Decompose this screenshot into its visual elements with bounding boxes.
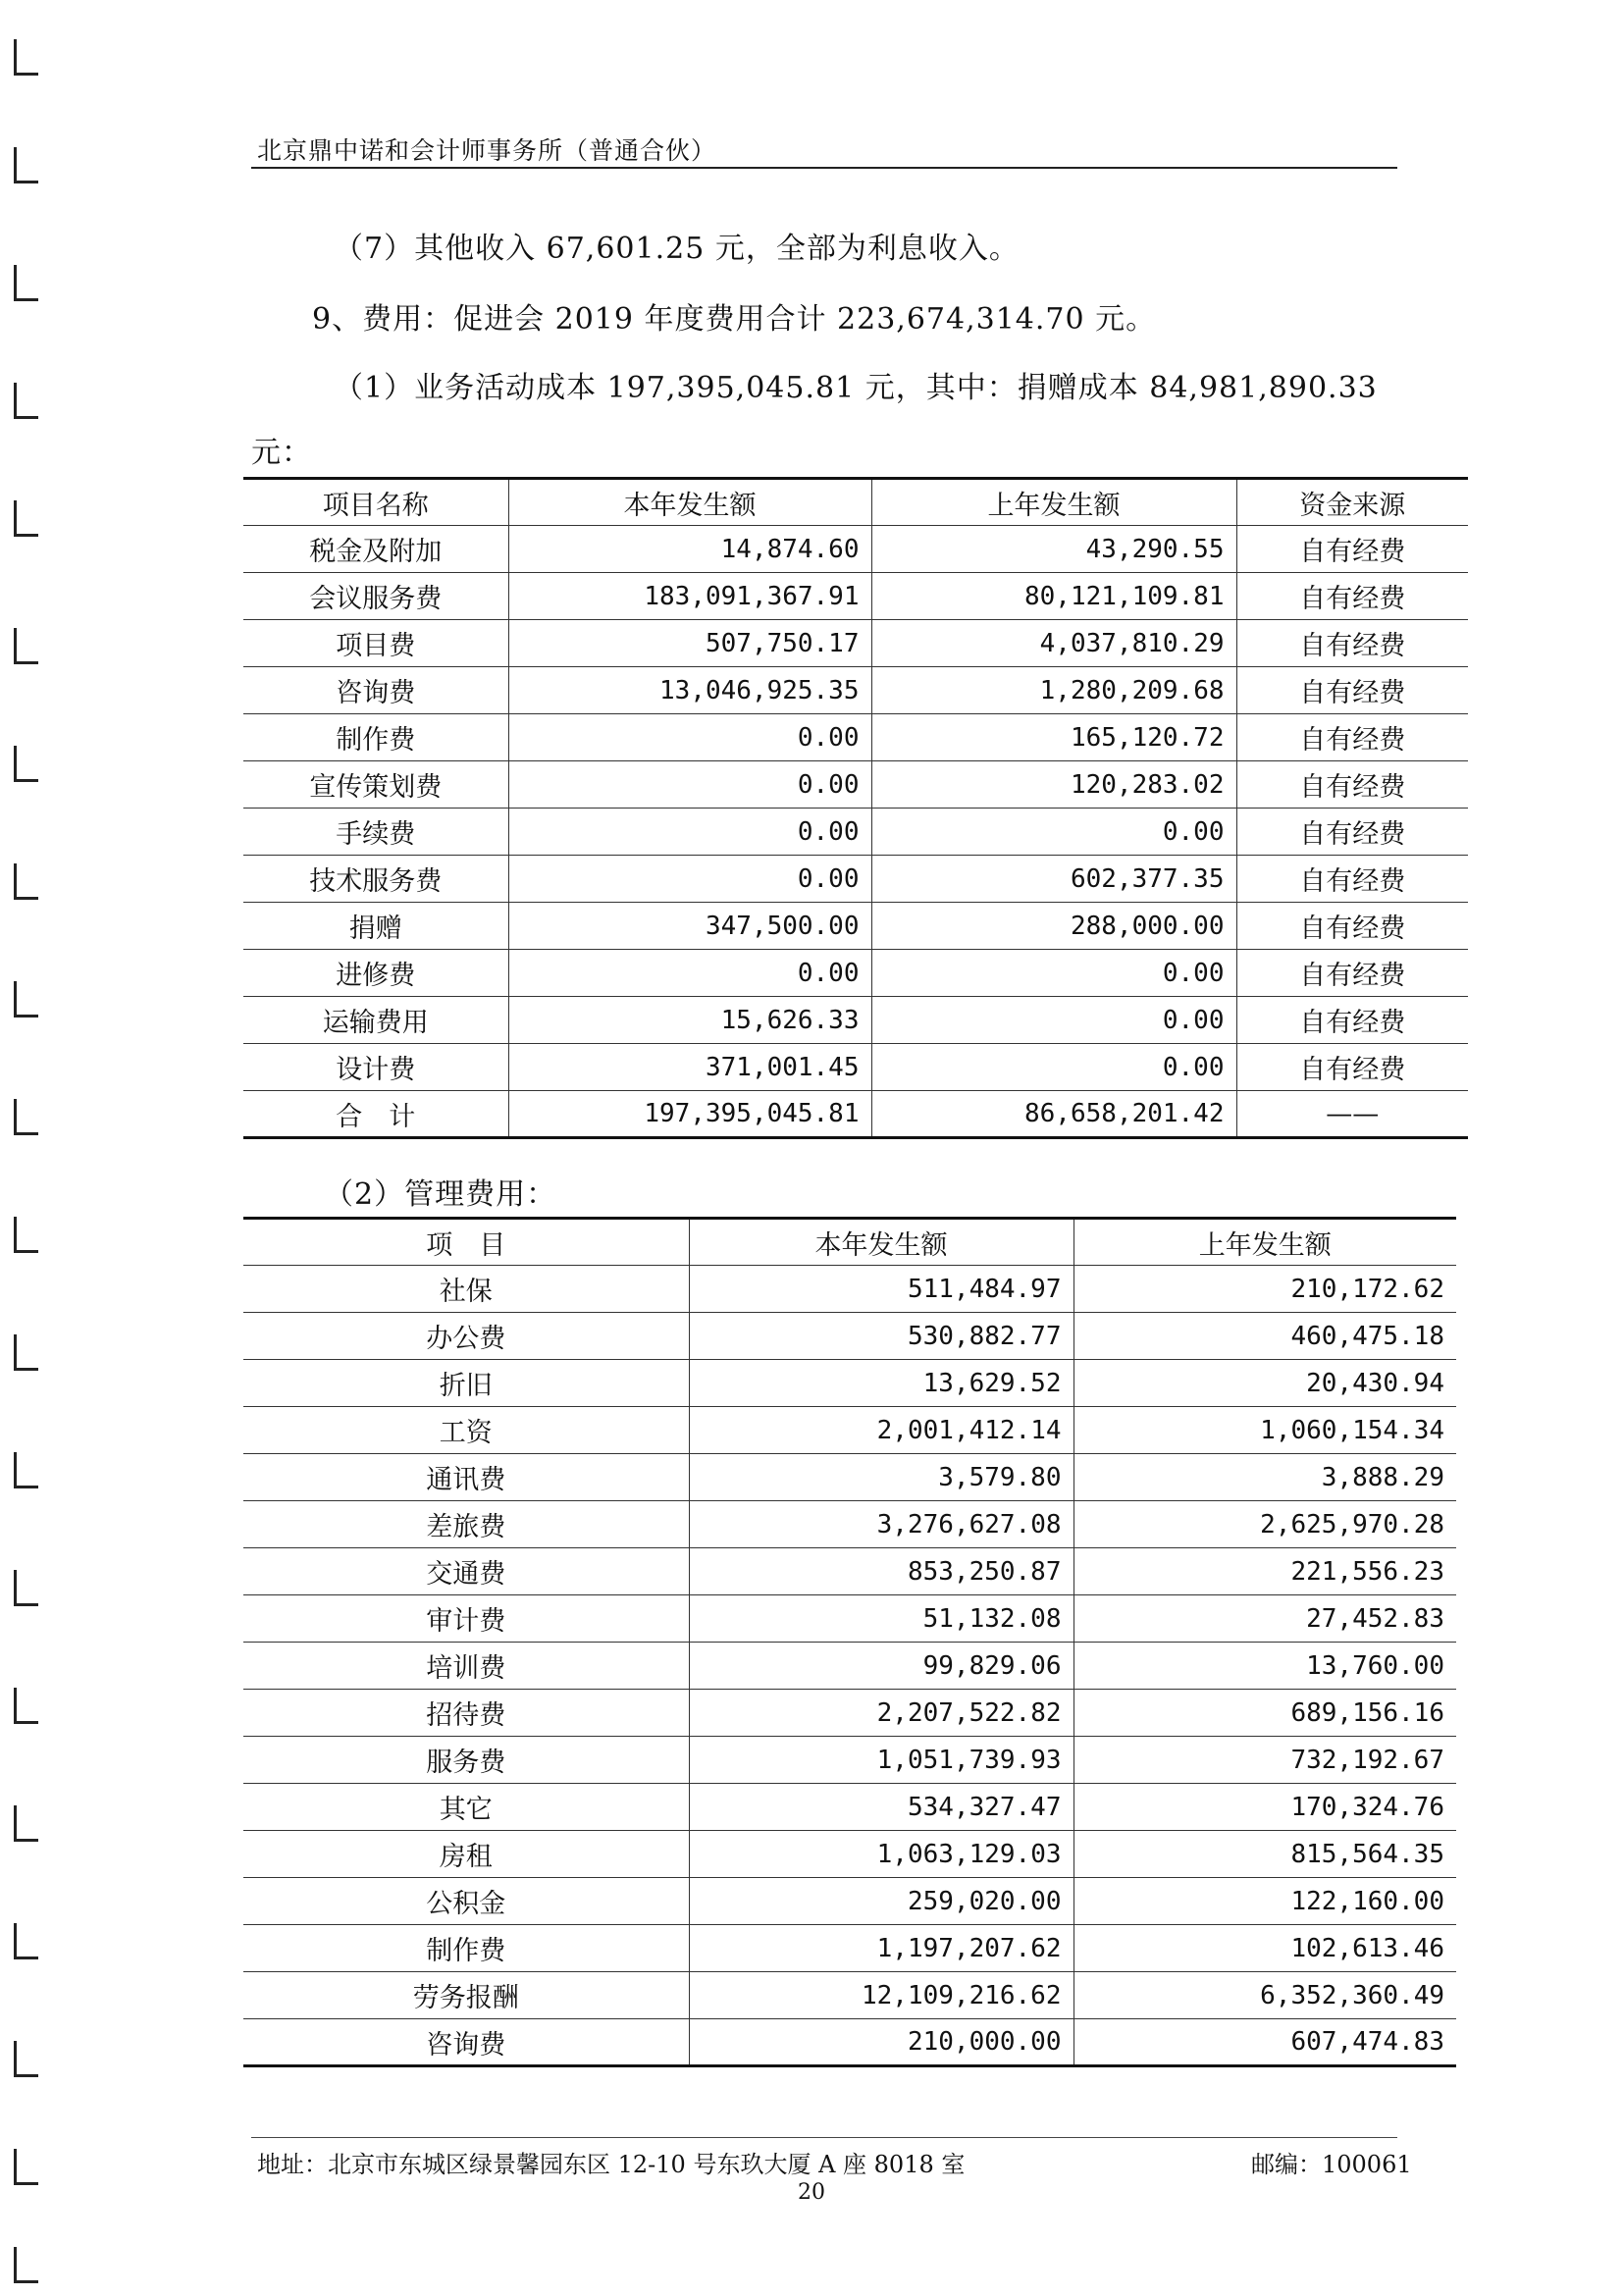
table-cell: 自有经费	[1236, 667, 1468, 714]
table-cell: 自有经费	[1236, 714, 1468, 761]
table-cell: 公积金	[243, 1878, 689, 1925]
table-cell: 0.00	[871, 1044, 1236, 1091]
binding-mark	[14, 383, 38, 419]
table-cell: 招待费	[243, 1690, 689, 1737]
table-row	[243, 1501, 1456, 1548]
binding-mark	[14, 1334, 38, 1371]
binding-mark	[14, 2247, 38, 2283]
paragraph-activity-cost-cont: 元：	[251, 436, 312, 470]
table-cell: 259,020.00	[689, 1878, 1073, 1925]
table-row	[243, 1595, 1456, 1643]
table-cell: 288,000.00	[871, 903, 1236, 950]
table-cell: 工资	[243, 1407, 689, 1454]
table-header-row	[243, 479, 1468, 526]
table-row	[243, 1972, 1456, 2019]
table-row	[243, 1360, 1456, 1407]
paragraph-admin-expenses: （2）管理费用：	[324, 1177, 557, 1212]
table-row	[243, 1266, 1456, 1313]
table-cell: 530,882.77	[689, 1313, 1073, 1360]
binding-mark	[14, 1217, 38, 1253]
table-cell: 自有经费	[1236, 950, 1468, 997]
footer-zip: 邮编：100061	[1251, 2151, 1412, 2178]
table-cell: 183,091,367.91	[508, 573, 871, 620]
table-cell: 602,377.35	[871, 856, 1236, 903]
table-cell: 制作费	[243, 714, 508, 761]
table-row	[243, 2019, 1456, 2066]
table-row	[243, 526, 1468, 573]
table-row	[243, 950, 1468, 997]
table-cell: 其它	[243, 1784, 689, 1831]
table-row	[243, 1548, 1456, 1595]
table-cell: 自有经费	[1236, 903, 1468, 950]
table-cell: 0.00	[871, 809, 1236, 856]
table-cell: 自有经费	[1236, 809, 1468, 856]
table-row	[243, 620, 1468, 667]
table-cell: 51,132.08	[689, 1595, 1073, 1643]
table-cell: 自有经费	[1236, 761, 1468, 809]
activity-cost-table	[243, 477, 1468, 1139]
binding-mark	[14, 1688, 38, 1724]
firm-header: 北京鼎中诺和会计师事务所（普通合伙）	[257, 136, 717, 165]
paragraph-activity-cost: （1）业务活动成本 197,395,045.81 元，其中：捐赠成本 84,981,890.33	[334, 371, 1378, 405]
table-row	[243, 1784, 1456, 1831]
table-cell: 14,874.60	[508, 526, 871, 573]
table-cell: 3,579.80	[689, 1454, 1073, 1501]
table-cell: 511,484.97	[689, 1266, 1073, 1313]
table-cell: 咨询费	[243, 2019, 689, 2066]
table-cell: 27,452.83	[1073, 1595, 1456, 1643]
column-header: 资金来源	[1236, 479, 1468, 526]
table-cell: 210,172.62	[1073, 1266, 1456, 1313]
table-row	[243, 1313, 1456, 1360]
table-row	[243, 1737, 1456, 1784]
table-cell: 99,829.06	[689, 1643, 1073, 1690]
table-cell: 165,120.72	[871, 714, 1236, 761]
table-cell: 853,250.87	[689, 1548, 1073, 1595]
column-header: 上年发生额	[871, 479, 1236, 526]
table-row	[243, 1831, 1456, 1878]
table-cell: 交通费	[243, 1548, 689, 1595]
table-cell: 0.00	[871, 997, 1236, 1044]
table-cell: 制作费	[243, 1925, 689, 1972]
column-header: 本年发生额	[689, 1219, 1073, 1266]
table-cell: ——	[1236, 1091, 1468, 1138]
table-cell: 0.00	[508, 761, 871, 809]
table-cell: 宣传策划费	[243, 761, 508, 809]
table-cell: 项目费	[243, 620, 508, 667]
table-cell: 房租	[243, 1831, 689, 1878]
table-row	[243, 809, 1468, 856]
table-cell: 689,156.16	[1073, 1690, 1456, 1737]
table-row	[243, 1407, 1456, 1454]
binding-mark	[14, 863, 38, 900]
column-header: 项 目	[243, 1219, 689, 1266]
table-cell: 自有经费	[1236, 1044, 1468, 1091]
table-row	[243, 1690, 1456, 1737]
binding-mark	[14, 746, 38, 782]
table-cell: 0.00	[508, 856, 871, 903]
page-number: 20	[798, 2180, 825, 2205]
table-cell: 审计费	[243, 1595, 689, 1643]
table-cell: 运输费用	[243, 997, 508, 1044]
binding-margin	[0, 0, 59, 2296]
table-row	[243, 856, 1468, 903]
table-row	[243, 667, 1468, 714]
table-cell: 0.00	[508, 714, 871, 761]
binding-mark	[14, 1923, 38, 1959]
table-row	[243, 1925, 1456, 1972]
binding-mark	[14, 500, 38, 537]
table-cell: 1,060,154.34	[1073, 1407, 1456, 1454]
table-cell: 13,629.52	[689, 1360, 1073, 1407]
table-cell: 3,888.29	[1073, 1454, 1456, 1501]
table-cell: 1,197,207.62	[689, 1925, 1073, 1972]
table-cell: 122,160.00	[1073, 1878, 1456, 1925]
table-cell: 0.00	[508, 809, 871, 856]
table-cell: 捐赠	[243, 903, 508, 950]
column-header: 本年发生额	[508, 479, 871, 526]
table-row	[243, 1454, 1456, 1501]
table-cell: 1,280,209.68	[871, 667, 1236, 714]
binding-mark	[14, 1570, 38, 1606]
footer-address: 地址：北京市东城区绿景馨园东区 12-10 号东玖大厦 A 座 8018 室	[257, 2151, 966, 2178]
table-cell: 通讯费	[243, 1454, 689, 1501]
table-cell: 15,626.33	[508, 997, 871, 1044]
table-cell: 460,475.18	[1073, 1313, 1456, 1360]
table-cell: 43,290.55	[871, 526, 1236, 573]
table-row	[243, 1091, 1468, 1138]
table-row	[243, 714, 1468, 761]
table-cell: 6,352,360.49	[1073, 1972, 1456, 2019]
paragraph-expenses-total: 9、费用：促进会 2019 年度费用合计 223,674,314.70 元。	[312, 302, 1157, 337]
table-row	[243, 997, 1468, 1044]
table-cell: 221,556.23	[1073, 1548, 1456, 1595]
table-cell: 折旧	[243, 1360, 689, 1407]
table-cell: 税金及附加	[243, 526, 508, 573]
table-cell: 2,625,970.28	[1073, 1501, 1456, 1548]
table-cell: 732,192.67	[1073, 1737, 1456, 1784]
table-cell: 0.00	[871, 950, 1236, 997]
table-cell: 合 计	[243, 1091, 508, 1138]
table-cell: 371,001.45	[508, 1044, 871, 1091]
binding-mark	[14, 1452, 38, 1488]
table-cell: 自有经费	[1236, 526, 1468, 573]
table-row	[243, 1878, 1456, 1925]
table-cell: 197,395,045.81	[508, 1091, 871, 1138]
table-cell: 自有经费	[1236, 620, 1468, 667]
table-row	[243, 761, 1468, 809]
table-cell: 2,207,522.82	[689, 1690, 1073, 1737]
table-cell: 设计费	[243, 1044, 508, 1091]
table-cell: 3,276,627.08	[689, 1501, 1073, 1548]
table-header-row	[243, 1219, 1456, 1266]
table-cell: 咨询费	[243, 667, 508, 714]
table-cell: 手续费	[243, 809, 508, 856]
table-cell: 815,564.35	[1073, 1831, 1456, 1878]
table-cell: 12,109,216.62	[689, 1972, 1073, 2019]
binding-mark	[14, 2041, 38, 2077]
table-cell: 120,283.02	[871, 761, 1236, 809]
table-cell: 自有经费	[1236, 573, 1468, 620]
column-header: 项目名称	[243, 479, 508, 526]
table-cell: 210,000.00	[689, 2019, 1073, 2066]
table-cell: 20,430.94	[1073, 1360, 1456, 1407]
binding-mark	[14, 39, 38, 76]
table-cell: 会议服务费	[243, 573, 508, 620]
table-cell: 170,324.76	[1073, 1784, 1456, 1831]
table-cell: 2,001,412.14	[689, 1407, 1073, 1454]
table-cell: 差旅费	[243, 1501, 689, 1548]
table-row	[243, 573, 1468, 620]
table-cell: 自有经费	[1236, 997, 1468, 1044]
table-cell: 347,500.00	[508, 903, 871, 950]
binding-mark	[14, 628, 38, 664]
binding-mark	[14, 147, 38, 183]
table-cell: 办公费	[243, 1313, 689, 1360]
binding-mark	[14, 1805, 38, 1842]
header-rule	[251, 167, 1397, 169]
table-cell: 0.00	[508, 950, 871, 997]
table-row	[243, 903, 1468, 950]
table-row	[243, 1044, 1468, 1091]
table-row	[243, 1643, 1456, 1690]
table-cell: 培训费	[243, 1643, 689, 1690]
table-cell: 86,658,201.42	[871, 1091, 1236, 1138]
table-cell: 自有经费	[1236, 856, 1468, 903]
table-cell: 534,327.47	[689, 1784, 1073, 1831]
table-cell: 80,121,109.81	[871, 573, 1236, 620]
admin-expense-table	[243, 1217, 1456, 2067]
footer-rule	[251, 2137, 1397, 2138]
table-cell: 1,051,739.93	[689, 1737, 1073, 1784]
table-cell: 507,750.17	[508, 620, 871, 667]
table-cell: 进修费	[243, 950, 508, 997]
binding-mark	[14, 265, 38, 301]
table-cell: 社保	[243, 1266, 689, 1313]
table-cell: 607,474.83	[1073, 2019, 1456, 2066]
table-cell: 4,037,810.29	[871, 620, 1236, 667]
table-cell: 13,760.00	[1073, 1643, 1456, 1690]
table-cell: 劳务报酬	[243, 1972, 689, 2019]
column-header: 上年发生额	[1073, 1219, 1456, 1266]
table-cell: 13,046,925.35	[508, 667, 871, 714]
paragraph-other-income: （7）其他收入 67,601.25 元，全部为利息收入。	[334, 232, 1020, 266]
table-cell: 技术服务费	[243, 856, 508, 903]
binding-mark	[14, 1099, 38, 1135]
table-cell: 服务费	[243, 1737, 689, 1784]
table-cell: 102,613.46	[1073, 1925, 1456, 1972]
table-cell: 1,063,129.03	[689, 1831, 1073, 1878]
binding-mark	[14, 981, 38, 1018]
